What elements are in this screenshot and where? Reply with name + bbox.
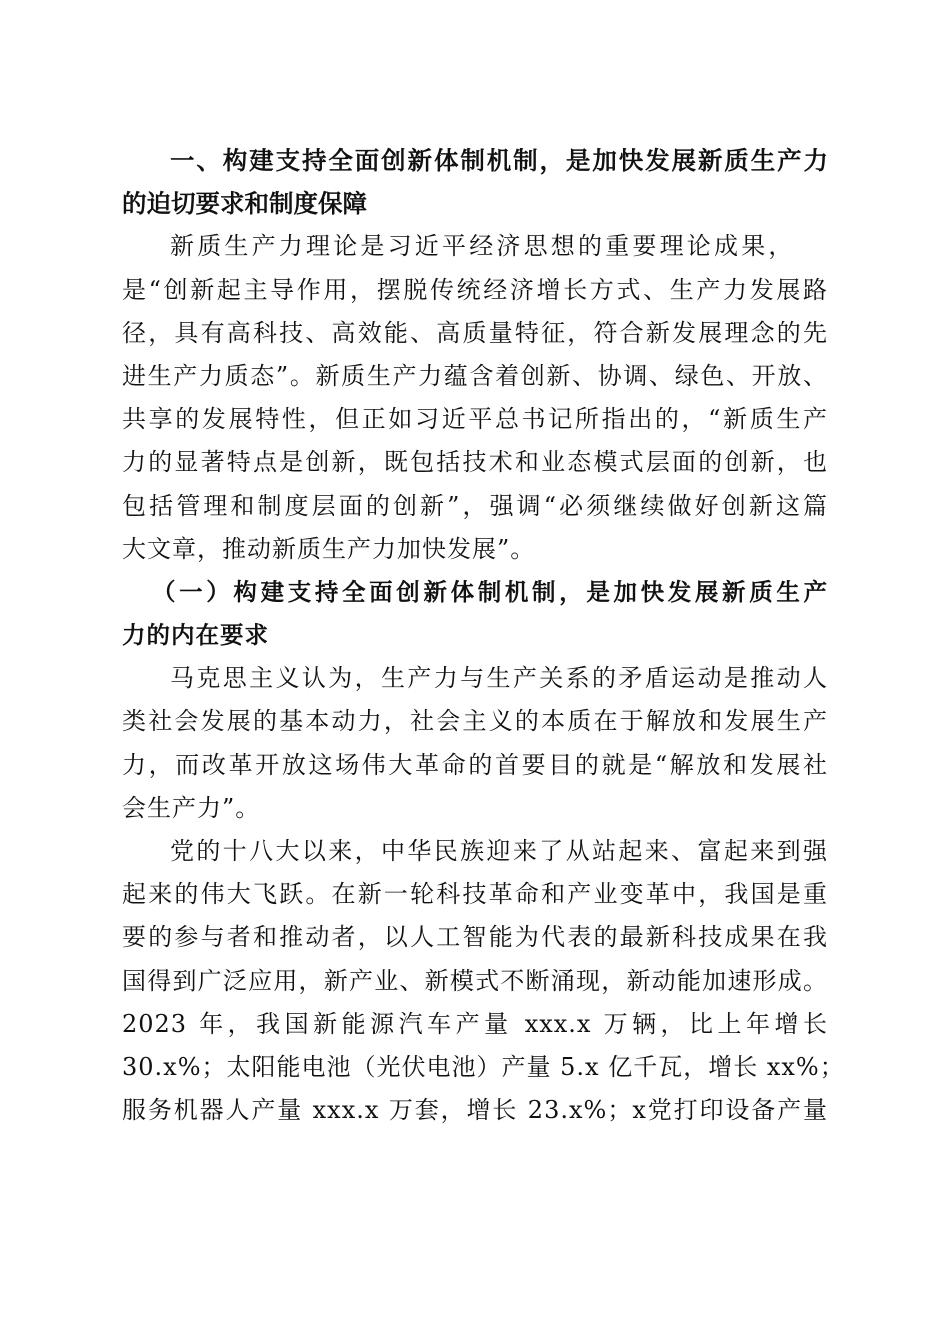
heading-line: （一）构建支持全面创新体制机制，是加快发展新质生产 bbox=[152, 577, 828, 606]
paragraph-line: 是“创新起主导作用，摆脱传统经济增长方式、生产力发展路 bbox=[122, 275, 828, 304]
paragraph-line: 马克思主义认为，生产力与生产关系的矛盾运动是推动人 bbox=[170, 664, 828, 693]
paragraph-line: 共享的发展特性，但正如习近平总书记所指出的，“新质生产 bbox=[122, 405, 828, 434]
paragraph-line: 30.x%；太阳能电池（光伏电池）产量 5.x 亿千瓦，增长 xx%； bbox=[122, 1052, 845, 1081]
document-body bbox=[122, 139, 845, 1132]
paragraph-line: 要的参与者和推动者，以人工智能为代表的最新科技成果在我 bbox=[122, 923, 828, 952]
paragraph-line: 服务机器人产量 xxx.x 万套，增长 23.x%；x党打印设备产量 bbox=[122, 1096, 828, 1125]
paragraph-line: 径，具有高科技、高效能、高质量特征，符合新发展理念的先 bbox=[122, 318, 828, 347]
paragraph-2 bbox=[122, 657, 828, 830]
paragraph-line: 党的十八大以来，中华民族迎来了从站起来、富起来到强 bbox=[170, 837, 828, 865]
paragraph-line: 起来的伟大飞跃。在新一轮科技革命和产业变革中，我国是重 bbox=[122, 880, 828, 909]
heading-line: 的迫切要求和制度保障 bbox=[122, 189, 367, 219]
section-heading-1 bbox=[122, 139, 828, 225]
paragraph-line: 新质生产力理论是习近平经济思想的重要理论成果， bbox=[170, 232, 796, 261]
heading-line: 力的内在要求 bbox=[122, 621, 269, 650]
paragraph-line: 大文章，推动新质生产力加快发展”。 bbox=[122, 534, 536, 563]
heading-line: 一、构建支持全面创新体制机制，是加快发展新质生产力 bbox=[170, 146, 828, 175]
section-heading-2 bbox=[122, 571, 828, 657]
paragraph-line: 会生产力”。 bbox=[122, 793, 261, 822]
paragraph-line: 包括管理和制度层面的创新”，强调“必须继续做好创新这篇 bbox=[122, 491, 828, 520]
paragraph-line: 国得到广泛应用，新产业、新模式不断涌现，新动能加速形成。 bbox=[122, 966, 828, 995]
paragraph-line: 力的显著特点是创新，既包括技术和业态模式层面的创新，也 bbox=[122, 448, 828, 477]
paragraph-line: 进生产力质态”。新质生产力蕴含着创新、协调、绿色、开放、 bbox=[122, 361, 828, 390]
paragraph-line: 力，而改革开放这场伟大革命的首要目的就是“解放和发展社 bbox=[122, 750, 828, 779]
paragraph-1 bbox=[122, 225, 828, 571]
paragraph-line: 类社会发展的基本动力，社会主义的本质在于解放和发展生产 bbox=[122, 707, 828, 736]
paragraph-3 bbox=[122, 830, 845, 1132]
paragraph-line: 2023 年，我国新能源汽车产量 xxx.x 万辆，比上年增长 bbox=[122, 1009, 828, 1038]
